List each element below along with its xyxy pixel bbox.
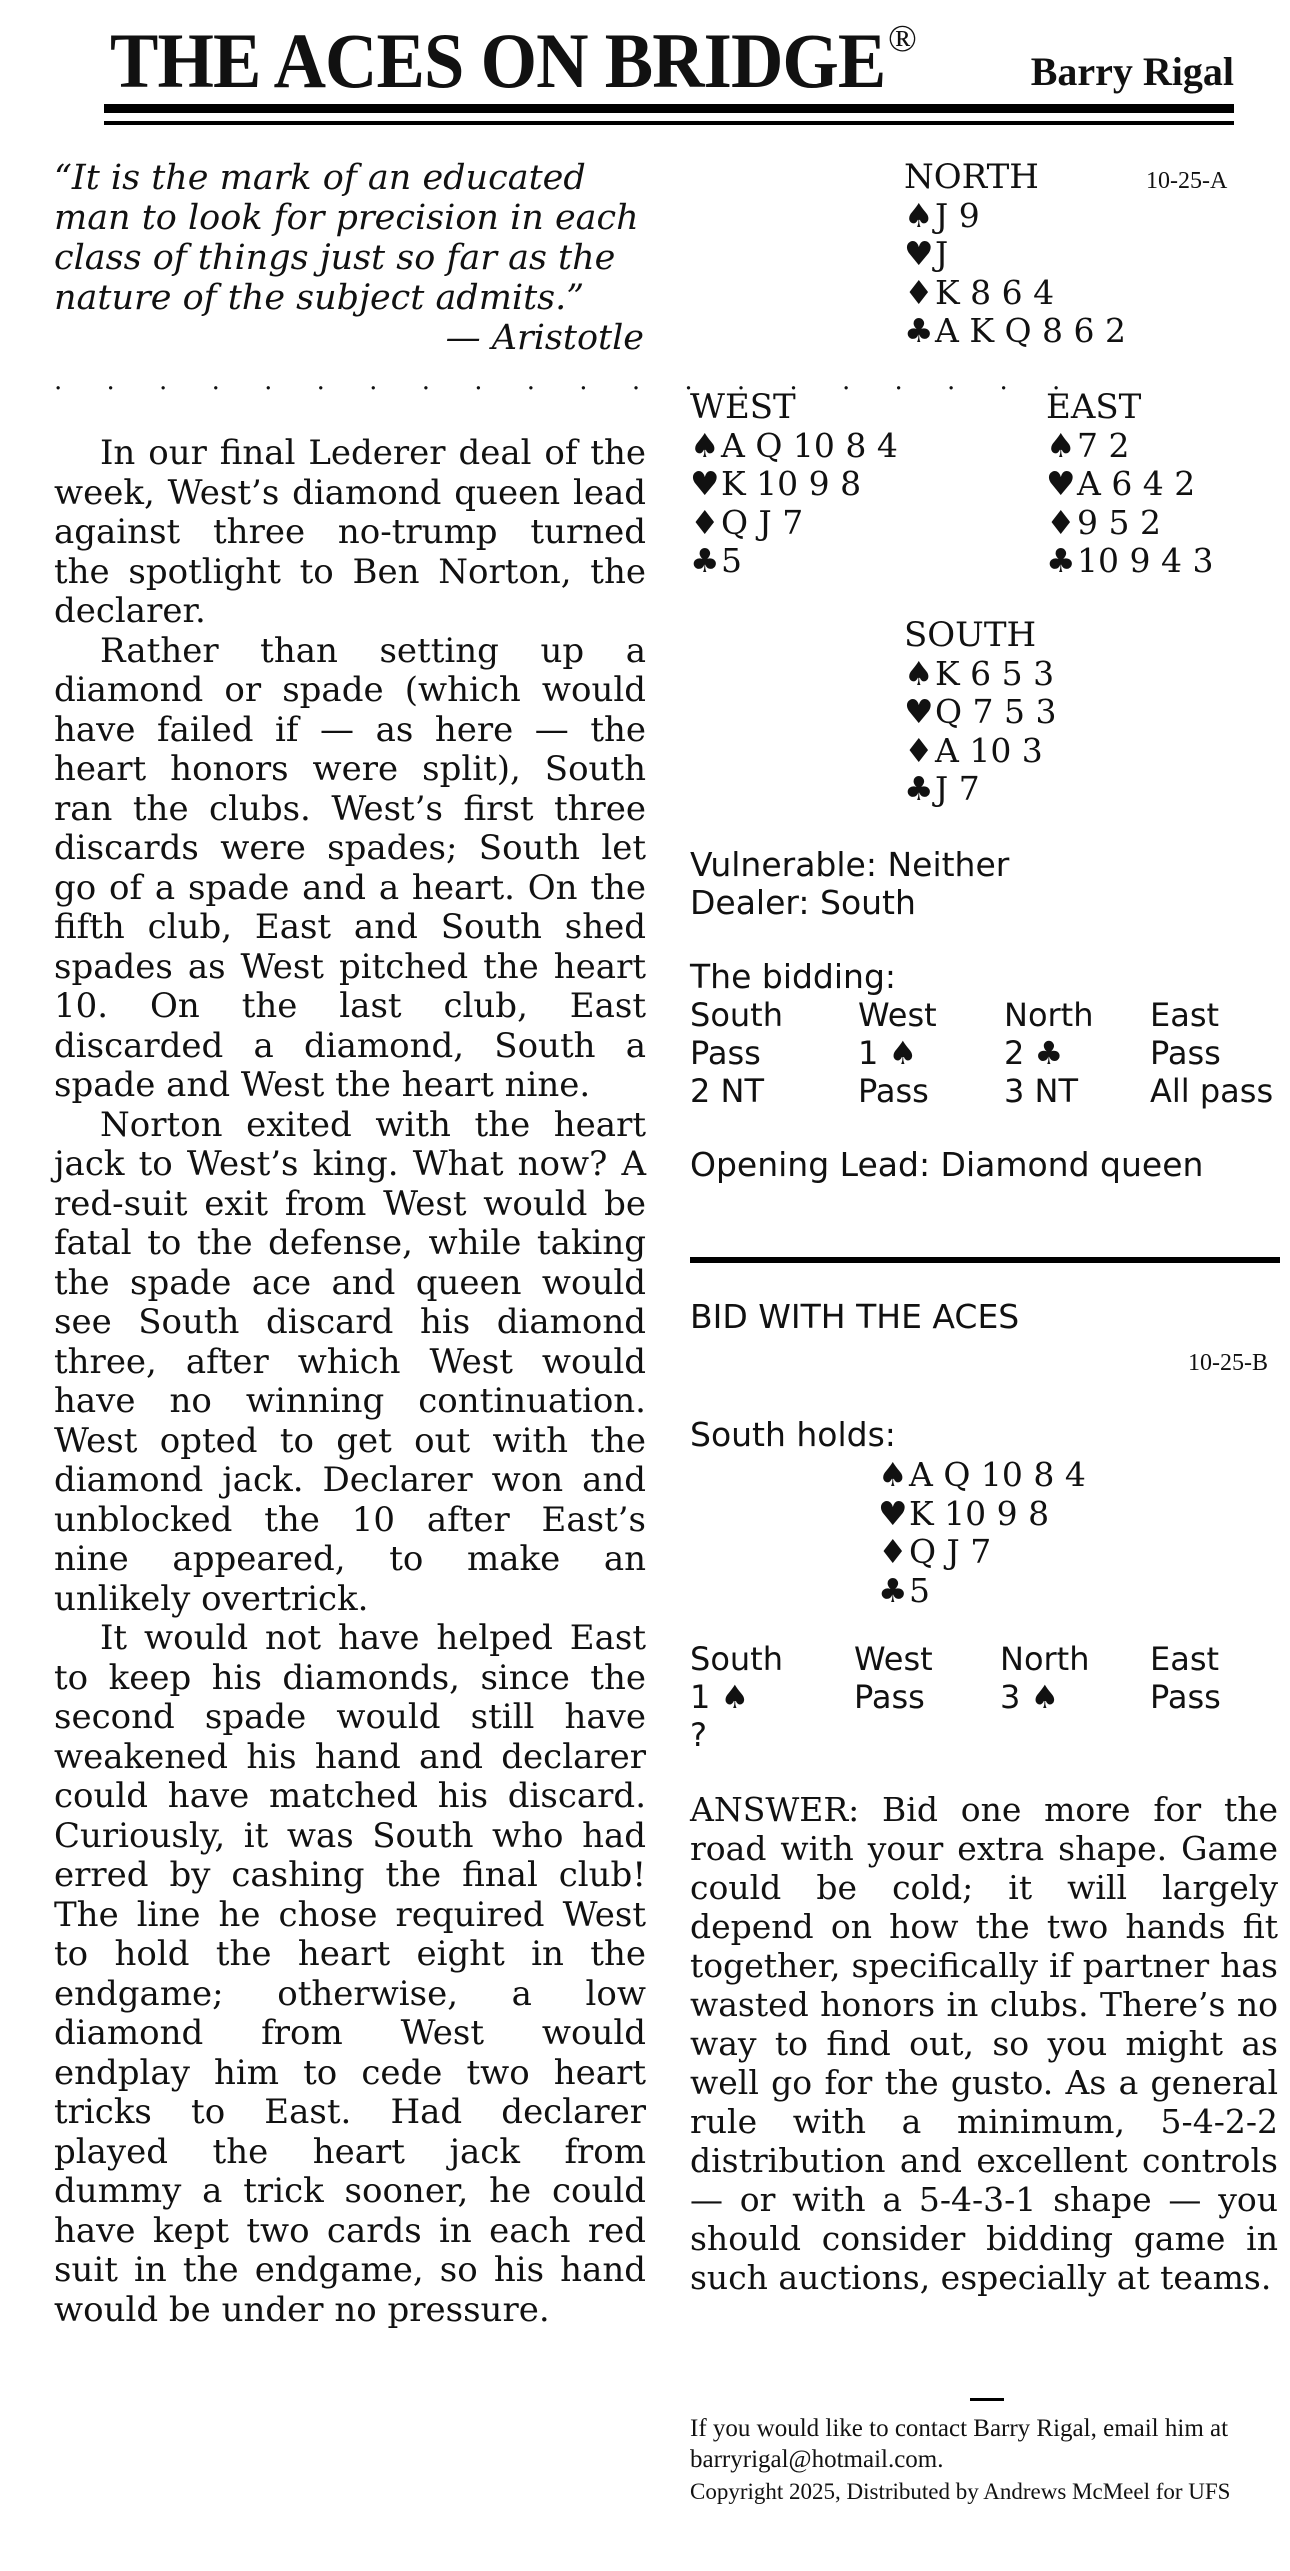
bidding-label: The bidding: — [690, 957, 897, 996]
bidding-header: West — [858, 996, 937, 1034]
bidding-header: North — [1004, 996, 1094, 1034]
heart-icon: ♥ — [1046, 464, 1076, 503]
west-diamonds: ♦Q J 7 — [690, 502, 804, 542]
north-spades: ♠J 9 — [904, 195, 980, 235]
bid-cell: All pass — [1150, 1072, 1274, 1110]
dealer: Dealer: South — [690, 883, 916, 922]
west-hearts: ♥K 10 9 8 — [690, 464, 862, 503]
north-hand — [904, 158, 1126, 351]
problem-spades: ♠A Q 10 8 4 — [878, 1455, 1086, 1494]
auction-cell: Pass — [854, 1678, 925, 1716]
south-diamonds: ♦A 10 3 — [904, 730, 1043, 770]
bid-cell: 2 ♣ — [1004, 1034, 1064, 1072]
column-title-text: THE ACES ON BRIDGE — [110, 17, 886, 104]
diamond-icon: ♦ — [690, 502, 720, 542]
header-rule-thick — [104, 104, 1234, 113]
bidding-section — [690, 958, 1290, 1110]
east-hand — [1046, 388, 1213, 581]
article-paragraph: It would not have helped East to keep his diamonds, since the second spade would still have weakened his hand and declarer could have matched his discard. Curiously, it was South who had erred by cashing the final club! The line he chose required West to hold the heart eight in the endgame; otherwise, a low diamond from West would endplay him to cede two heart tricks to East. Had declarer played the heart jack from dummy a trick sooner, he could have kept two cards in each red suit in the endgame, so his hand would be under no pressure. — [54, 1618, 646, 2330]
north-diamonds: ♦K 8 6 4 — [904, 272, 1055, 312]
east-spades: ♠7 2 — [1046, 425, 1130, 465]
auction-cell — [1150, 1716, 1290, 1754]
epigraph — [54, 158, 644, 358]
deal-code: 10-25-A — [1146, 168, 1228, 194]
auction-header: North — [1000, 1640, 1090, 1678]
auction-cell: 1 ♠ — [690, 1678, 750, 1716]
bid-cell: 2 NT — [690, 1072, 765, 1110]
east-label: EAST — [1046, 387, 1142, 427]
copyright-line: Copyright 2025, Distributed by Andrews McMeel for UFS — [690, 2479, 1231, 2504]
club-icon: ♣ — [904, 311, 934, 350]
opening-lead: Opening Lead: Diamond queen — [690, 1145, 1204, 1184]
problem-hearts: ♥K 10 9 8 — [878, 1493, 1050, 1533]
registered-mark: ® — [888, 18, 917, 60]
auction-cell: ? — [690, 1716, 707, 1754]
epigraph-attribution: — Aristotle — [445, 318, 644, 358]
answer-text: ANSWER: Bid one more for the road with your extra shape. Game could be cold; it will largely depend on how the two hands fit together, specifically if partner has wasted honors in clubs. There’s no way to find out, so you might as well go for the gusto. As a general rule with a minimum, 5-4-2-2 distribution and excellent controls — or with a 5-4-3-1 shape — you should consider bidding game in such auctions, especially at teams. — [690, 1790, 1278, 2297]
article-paragraph: Norton exited with the heart jack to West’s king. What now? A red-suit exit from West would be fatal to the defense, while taking the spade ace and queen would see South discard his diamond three, after which West would have no winning continuation. West opted to get out with the diamond jack. Declarer won and unblocked the 10 after East’s nine appeared, to make an unlikely overtrick. — [54, 1104, 646, 1619]
contact-note: If you would like to contact Barry Rigal, email him at barryrigal@hotmail.com. — [690, 2415, 1229, 2473]
column-title — [110, 17, 886, 104]
auction-cell: 3 ♠ — [1000, 1678, 1060, 1716]
south-clubs: ♣J 7 — [904, 769, 980, 808]
header-rule-thin — [104, 121, 1234, 125]
east-hearts: ♥A 6 4 2 — [1046, 464, 1196, 503]
section-rule — [690, 1257, 1280, 1263]
south-holds-label: South holds: — [690, 1415, 896, 1454]
auction-cell — [854, 1716, 1000, 1754]
deal-conditions — [690, 846, 1009, 922]
bid-cell: Pass — [690, 1034, 761, 1072]
auction-header: West — [854, 1640, 933, 1678]
east-diamonds: ♦9 5 2 — [1046, 502, 1161, 542]
bidding-header: East — [1150, 996, 1220, 1034]
south-hearts: ♥Q 7 5 3 — [904, 692, 1057, 731]
club-icon: ♣ — [878, 1570, 908, 1610]
diamond-icon: ♦ — [904, 272, 934, 312]
club-icon: ♣ — [904, 769, 934, 808]
article-body — [54, 434, 646, 2330]
spade-icon: ♠ — [1046, 425, 1076, 465]
south-hand — [904, 616, 1057, 809]
bidding-header: South — [690, 996, 783, 1034]
heart-icon: ♥ — [904, 692, 934, 731]
club-icon: ♣ — [690, 541, 720, 580]
west-clubs: ♣5 — [690, 541, 742, 580]
club-icon: ♣ — [1046, 541, 1076, 580]
heart-icon: ♥ — [690, 464, 720, 503]
footer-dash — [970, 2398, 1004, 2401]
auction-cell — [1000, 1716, 1150, 1754]
bid-cell: 1 ♠ — [858, 1034, 918, 1072]
spade-icon: ♠ — [690, 425, 720, 465]
bid-cell: 3 NT — [1004, 1072, 1079, 1110]
problem-diamonds: ♦Q J 7 — [878, 1532, 992, 1571]
west-label: WEST — [690, 387, 796, 427]
east-clubs: ♣10 9 4 3 — [1046, 541, 1214, 580]
auction-header: South — [690, 1640, 783, 1678]
west-spades: ♠A Q 10 8 4 — [690, 425, 898, 465]
auction-header: East — [1150, 1640, 1220, 1678]
vulnerability: Vulnerable: Neither — [690, 845, 1010, 884]
heart-icon: ♥ — [878, 1493, 908, 1533]
article-paragraph: In our final Lederer deal of the week, West’s diamond queen lead against three no-trump turned the spotlight to Ben Norton, the declarer. — [54, 433, 646, 631]
west-hand — [690, 388, 898, 581]
bid-cell: Pass — [858, 1072, 929, 1110]
north-clubs: ♣A K Q 8 6 2 — [904, 311, 1126, 350]
byline-author: Barry Rigal — [1030, 49, 1234, 94]
spade-icon: ♠ — [904, 195, 934, 235]
problem-clubs: ♣5 — [878, 1570, 930, 1610]
bid-section-code: 10-25-B — [1188, 1350, 1268, 1376]
diamond-icon: ♦ — [904, 730, 934, 770]
diamond-icon: ♦ — [878, 1532, 908, 1571]
spade-icon: ♠ — [904, 653, 934, 693]
bidding-table — [690, 996, 1290, 1110]
auction-table — [690, 1640, 1290, 1754]
north-label: NORTH — [904, 157, 1039, 197]
diamond-icon: ♦ — [1046, 502, 1076, 542]
bid-section-heading: BID WITH THE ACES — [690, 1297, 1020, 1336]
problem-hand — [878, 1456, 1086, 1610]
south-spades: ♠K 6 5 3 — [904, 653, 1055, 693]
heart-icon: ♥ — [904, 234, 934, 273]
bid-cell: Pass — [1150, 1034, 1221, 1072]
epigraph-text: “It is the mark of an educated man to look for precision in each class of things just so far as the nature of the subject admits.” — [54, 158, 639, 318]
spade-icon: ♠ — [878, 1455, 908, 1494]
auction-cell: Pass — [1150, 1678, 1221, 1716]
article-paragraph: Rather than setting up a diamond or spade (which would have failed if — as here — the heart honors were split), South ran the clubs. West’s first three discards were spades; South let go of a spade and a heart. On the fifth club, East and South shed spades as West pitched the heart 10. On the last club, East discarded a diamond, South a spade and West the heart nine. — [54, 630, 646, 1105]
north-hearts: ♥J — [904, 234, 949, 273]
south-label: SOUTH — [904, 615, 1037, 655]
dotted-divider: . . . . . . . . . . . . . . . . . . . . — [54, 366, 1079, 396]
